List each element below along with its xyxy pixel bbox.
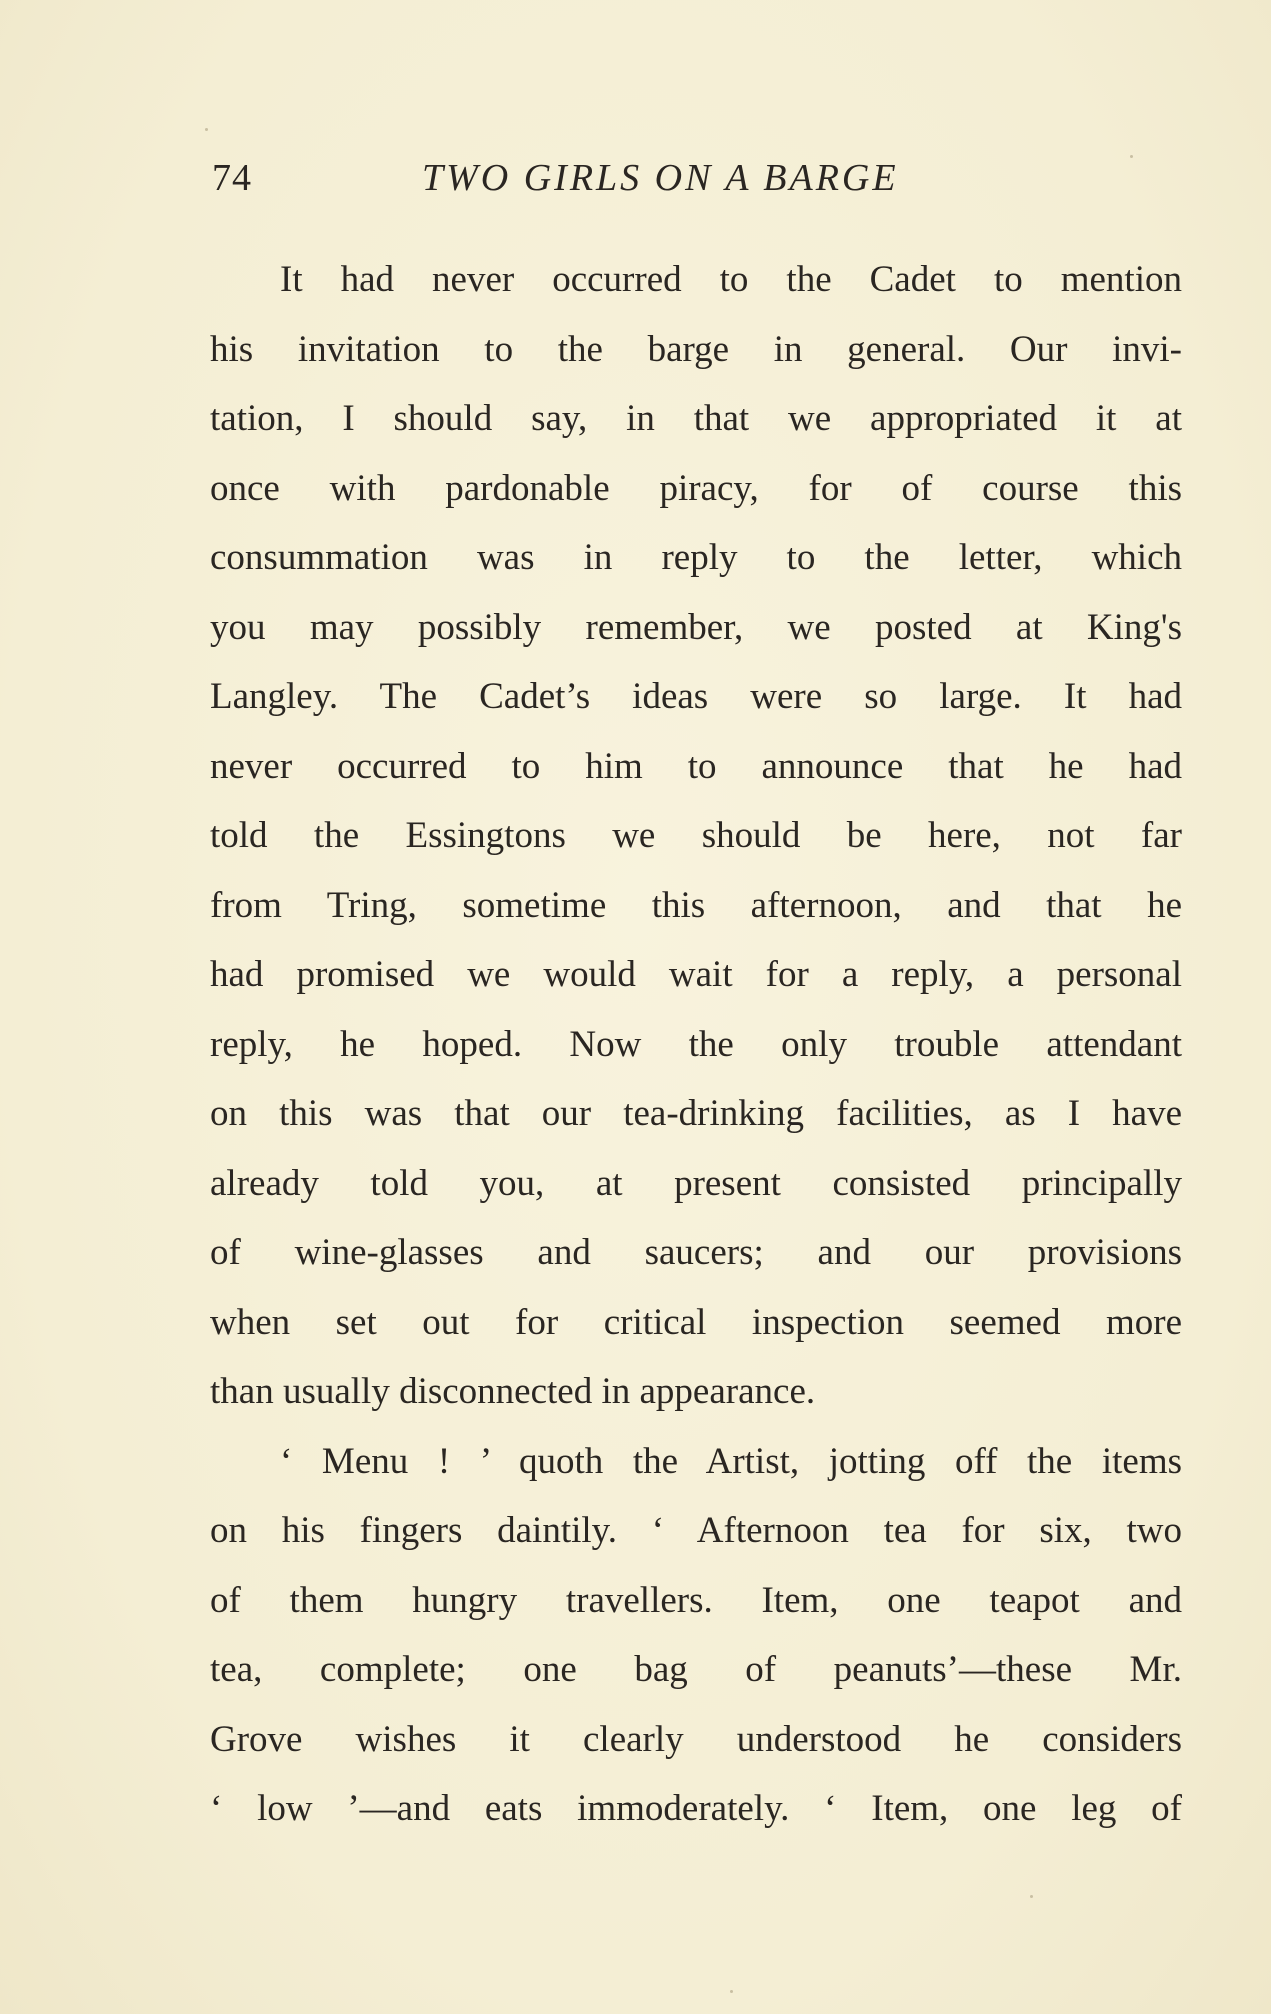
text-line: than usually disconnected in appearance.: [210, 1371, 816, 1412]
text-line: tea, complete; one bag of peanuts’—these Mr.: [210, 1649, 1182, 1690]
text-line: ‘ low ’—and eats immoderately. ‘ Item, one leg of: [210, 1788, 1182, 1829]
text-line: already told you, at present consisted principally: [210, 1162, 1182, 1204]
text-line: on his fingers daintily. ‘ Afternoon tea for six, two: [210, 1510, 1182, 1551]
paper-speck: [1030, 1895, 1033, 1898]
running-head: [212, 148, 972, 208]
text-line: on this was that our tea-drinking facilities, as I have: [210, 1093, 1182, 1134]
text-line: of them hungry travellers. Item, one teapot and: [210, 1579, 1182, 1621]
text-line: tation, I should say, in that we appropriated it at: [210, 398, 1182, 439]
text-line: told the Essingtons we should be here, not far: [210, 815, 1182, 856]
text-line: reply, he hoped. Now the only trouble attendant: [210, 1023, 1182, 1065]
book-title: TWO GIRLS ON A BARGE: [422, 157, 899, 199]
text-line: Grove wishes it clearly understood he considers: [210, 1718, 1182, 1760]
text-line: his invitation to the barge in general. Our invi-: [210, 328, 1182, 370]
body-text: [210, 245, 1182, 1844]
text-line: ‘ Menu ! ’ quoth the Artist, jotting off the items: [280, 1440, 1182, 1482]
text-line: had promised we would wait for a reply, a personal: [210, 954, 1182, 995]
text-line: when set out for critical inspection seemed more: [210, 1301, 1182, 1343]
text-line: from Tring, sometime this afternoon, and that he: [210, 884, 1182, 926]
text-line: you may possibly remember, we posted at King's: [210, 606, 1182, 648]
text-line: once with pardonable piracy, for of course this: [210, 467, 1182, 509]
text-line: Langley. The Cadet’s ideas were so large. It had: [210, 676, 1182, 717]
paper-speck: [1130, 155, 1133, 158]
paper-speck: [730, 1990, 733, 1993]
text-line: consummation was in reply to the letter, which: [210, 537, 1182, 578]
text-line: of wine-glasses and saucers; and our provisions: [210, 1232, 1182, 1273]
text-line: never occurred to him to announce that he had: [210, 745, 1182, 787]
text-line: It had never occurred to the Cadet to mention: [280, 259, 1182, 300]
page-number: 74: [212, 157, 252, 199]
paper-speck: [205, 128, 208, 131]
